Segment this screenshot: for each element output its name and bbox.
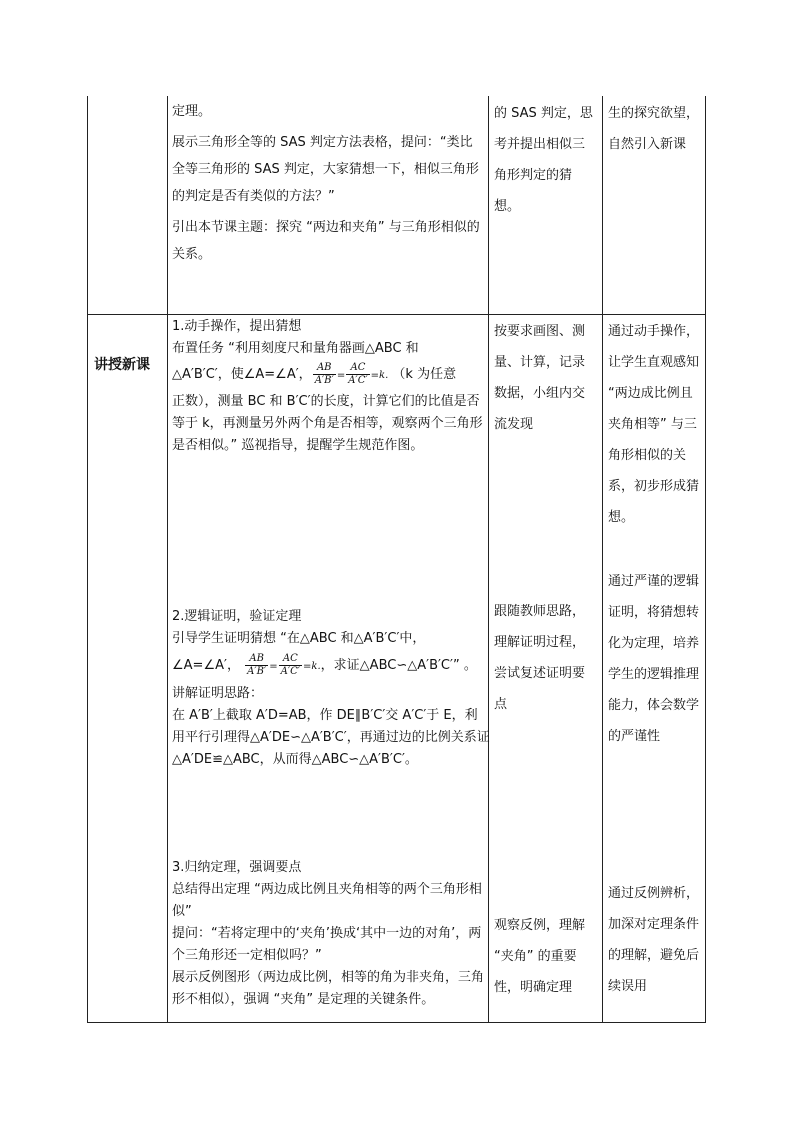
table-border-bottom bbox=[87, 1022, 706, 1023]
step-text: △A′B′C′，使∠A=∠A′， $\frac{AB}{A'B'}$ = $\frac{AC}{A'C'}$ =k. （k 为任意 bbox=[172, 362, 457, 386]
design-intent-3 bbox=[608, 878, 702, 1002]
design-intent-2 bbox=[608, 566, 702, 752]
step3-block bbox=[172, 857, 484, 1011]
fraction-ab: $\frac{AB}{A'B'}$ bbox=[314, 362, 334, 386]
step-text: 引导学生证明猜想 “在△ABC 和△A′B′C′中， bbox=[172, 631, 426, 646]
step-text: 提问：“若将定理中的‘夹角’换成‘其中一边的对角’，两个三角形还一定相似吗？” bbox=[172, 926, 482, 963]
process-text: 展示三角形全等的 SAS 判定方法表格，提问：“类比全等三角形的 SAS 判定，大家猜想一下，相似三角形的判定是否有类似的方法？” bbox=[172, 135, 479, 204]
step-text: ∠A=∠A′， $\frac{AB}{A'B'}$ = $\frac{AC}{A'C'}$ =k.，求证△ABC∽△A′B′C′” 。 bbox=[172, 653, 477, 677]
step-title: 2.逻辑证明，验证定理 bbox=[172, 609, 302, 624]
fraction-ab: $\frac{AB}{A'B'}$ bbox=[247, 653, 267, 677]
row1-process-cell bbox=[172, 98, 484, 268]
design-intent-text: 通过反例辨析，加深对定理条件的理解，避免后续误用 bbox=[608, 886, 700, 994]
student-activity-3 bbox=[494, 910, 597, 1003]
student-activity-text: 跟随教师思路，理解证明过程，尝试复述证明要点 bbox=[494, 604, 586, 712]
student-activity-text: 的 SAS 判定，思考并提出相似三角形判定的猜想。 bbox=[494, 106, 593, 214]
table-border-left bbox=[87, 96, 88, 1023]
step-text-part: ∠A=∠A′， bbox=[172, 658, 240, 673]
step-text: 展示反例图形（两边成比例，相等的角为非夹角，三角形不相似），强调 “夹角” 是定理的关键条件。 bbox=[172, 970, 485, 1007]
student-activity-1 bbox=[494, 316, 597, 440]
student-activity-text: 按要求画图、测量、计算，记录数据，小组内交流发现 bbox=[494, 324, 586, 432]
design-intent-1 bbox=[608, 316, 702, 533]
row1-intent-cell bbox=[608, 98, 702, 160]
step-title: 1.动手操作，提出猜想 bbox=[172, 319, 302, 334]
step-text: 布置任务 “利用刻度尺和量角器画△ABC 和 bbox=[172, 341, 419, 356]
table-column-divider bbox=[602, 96, 603, 1023]
table-column-divider bbox=[488, 96, 489, 1023]
section-label: 讲授新课 bbox=[94, 357, 150, 373]
design-intent-text: 通过动手操作，让学生直观感知 “两边成比例且夹角相等” 与三角形相似的关系，初步形成猜想。 bbox=[608, 324, 700, 525]
fraction-ac: $\frac{AC}{A'C'}$ bbox=[348, 362, 368, 386]
ratio-k: k. bbox=[311, 661, 321, 672]
student-activity-2 bbox=[494, 596, 597, 720]
table-row-divider bbox=[87, 314, 706, 315]
step-text: 正数），测量 BC 和 B′C′的长度，计算它们的比值是否等于 k，再测量另外两个角是否相等，观察两个三角形是否相似。” 巡视指导，提醒学生规范作图。 bbox=[172, 394, 483, 453]
process-text: 引出本节课主题：探究 “两边和夹角” 与三角形相似的关系。 bbox=[172, 220, 480, 262]
step-title: 3.归纳定理，强调要点 bbox=[172, 860, 302, 875]
fraction-ac: $\frac{AC}{A'C'}$ bbox=[280, 653, 301, 677]
step1-block bbox=[172, 316, 484, 457]
design-intent-text: 生的探究欲望，自然引入新课 bbox=[608, 106, 700, 152]
process-text: 定理。 bbox=[172, 104, 212, 119]
student-activity-text: 观察反例，理解 “夹角” 的重要性，明确定理 bbox=[494, 918, 586, 995]
step-text-part: （k 为任意 bbox=[392, 367, 457, 382]
ratio-k: k. bbox=[379, 370, 389, 381]
step-text: 总结得出定理 “两边成比例且夹角相等的两个三角形相似” bbox=[172, 882, 482, 919]
row1-student-cell bbox=[494, 98, 597, 222]
table-border-right bbox=[705, 96, 706, 1023]
step-text-part: ，求证△ABC∽△A′B′C′” 。 bbox=[320, 658, 477, 673]
design-intent-text: 通过严谨的逻辑证明，将猜想转化为定理，培养学生的逻辑推理能力，体会数学的严谨性 bbox=[608, 574, 700, 744]
step-text: 讲解证明思路： bbox=[172, 686, 264, 701]
step-text-part: △A′B′C′，使∠A=∠A′， bbox=[172, 367, 312, 382]
step-text: 在 A′B′上截取 A′D=AB，作 DE∥B′C′交 A′C′于 E，利用平行引理得△A′DE∽△A′B′C′，再通过边的比例关系证△A′DE≌△ABC，从而得△ABC∽△A′B′C′。 bbox=[172, 708, 490, 767]
step2-block bbox=[172, 606, 490, 771]
table-column-divider bbox=[167, 96, 168, 1023]
